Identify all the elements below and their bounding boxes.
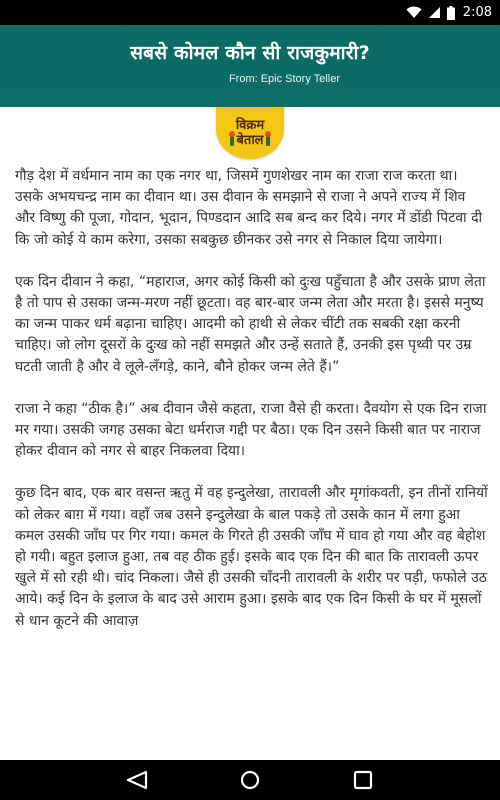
logo-line-1: विक्रम [235,118,265,133]
story-paragraph: गौड़ देश में वर्धमान नाम का एक नगर था, जिसमें गुणशेखर नाम का राजा राज करता था। उसके अभयचन्द्र नाम का दीवान था। उस दीवान के समझाने से राजा ने अपने राज्य में शिव और विष्णु की पूजा, गोदान, भूदान, पिण्डदान आदि सब बन्द कर दिये। नगर में डोंडी पिटवा दी कि जो कोई ये काम करेगा, उसका सबकुछ छीनकर उसे नगर से निकाल दिया जायेगा। [15,168,483,248]
status-icons [406,6,455,20]
battery-icon [447,6,455,20]
status-bar [0,0,500,25]
logo-line-2-row [230,133,269,148]
app-header [0,25,500,107]
story-paragraph: एक दिन दीवान ने कहा, “महाराज, अगर कोई किसी को दुःख पहुँचाता है और उसके प्राण लेता है तो पाप से उसका जन्म-मरण नहीं छूटता। वह बार-बार जन्म लेता और मरता है। इससे मनुष्य का जन्म पाकर धर्म बढ़ाना चाहिए। आदमी को हाथी से लेकर चींटी तक सबकी रक्षा करनी चाहिए। जो लोग दूसरों के दुःख को नहीं समझते और उन्हें सताते हैं, उनकी इस पृथ्वी पर उम्र घटती जाती है और वे लूले-लँगड़े, काने, बौने होकर जन्म लेते हैं।” [15,273,486,375]
home-icon [239,769,261,791]
recents-button[interactable] [343,765,383,795]
home-button[interactable] [230,765,270,795]
candle-icon [230,136,234,146]
candle-icon [266,136,270,146]
story-source: From: Epic Story Teller [228,73,340,85]
recents-icon [353,770,373,790]
story-paragraph: राजा ने कहा “ठीक है।” अब दीवान जैसे कहता, राजा वैसे ही करता। दैवयोग से एक दिन राजा मर गया। उसकी जगह उसका बेटा धर्मराज गद्दी पर बैठा। एक दिन उसने किसी बात पर नाराज होकर दीवान को नगर से बाहर निकलवा दिया। [15,400,487,460]
logo-line-2: बेताल [236,133,264,148]
vikram-betal-logo [216,107,284,159]
signal-icon [428,6,441,19]
navigation-bar [0,760,500,800]
story-content[interactable] [15,166,489,758]
back-icon [124,770,150,790]
story-paragraph: कुछ दिन बाद, एक बार वसन्त ऋतु में वह इन्दुलेखा, तारावली और मृगांकवती, इन तीनों रानियों को लेकर बाग़ में गया। वहाँ जब उसने इन्दुलेखा के बाल पकड़े तो उसके कान में लगा हुआ कमल उसकी जाँघ पर गिर गया। कमल के गिरते ही उसकी जाँघ में घाव हो गया और वह बेहोश हो गयी। बहुत इलाज हुआ, तब वह ठीक हुई। इसके बाद एक दिन की बात कि तारावली ऊपर खुले में सो रही थी। चांद निकला। जैसे ही उसकी चाँदनी तारावली के शरीर पर पड़ी, फफोले उठ आये। कई दिन के इलाज के बाद उसे आराम हुआ। इसके बाद एक दिन किसी के घर में मूसलों से धान कूटने की आवाज़ [15,485,488,629]
story-title: सबसे कोमल कौन सी राजकुमारी? [130,42,370,64]
back-button[interactable] [117,765,157,795]
status-time: 2:08 [462,5,492,20]
wifi-icon [406,6,422,19]
